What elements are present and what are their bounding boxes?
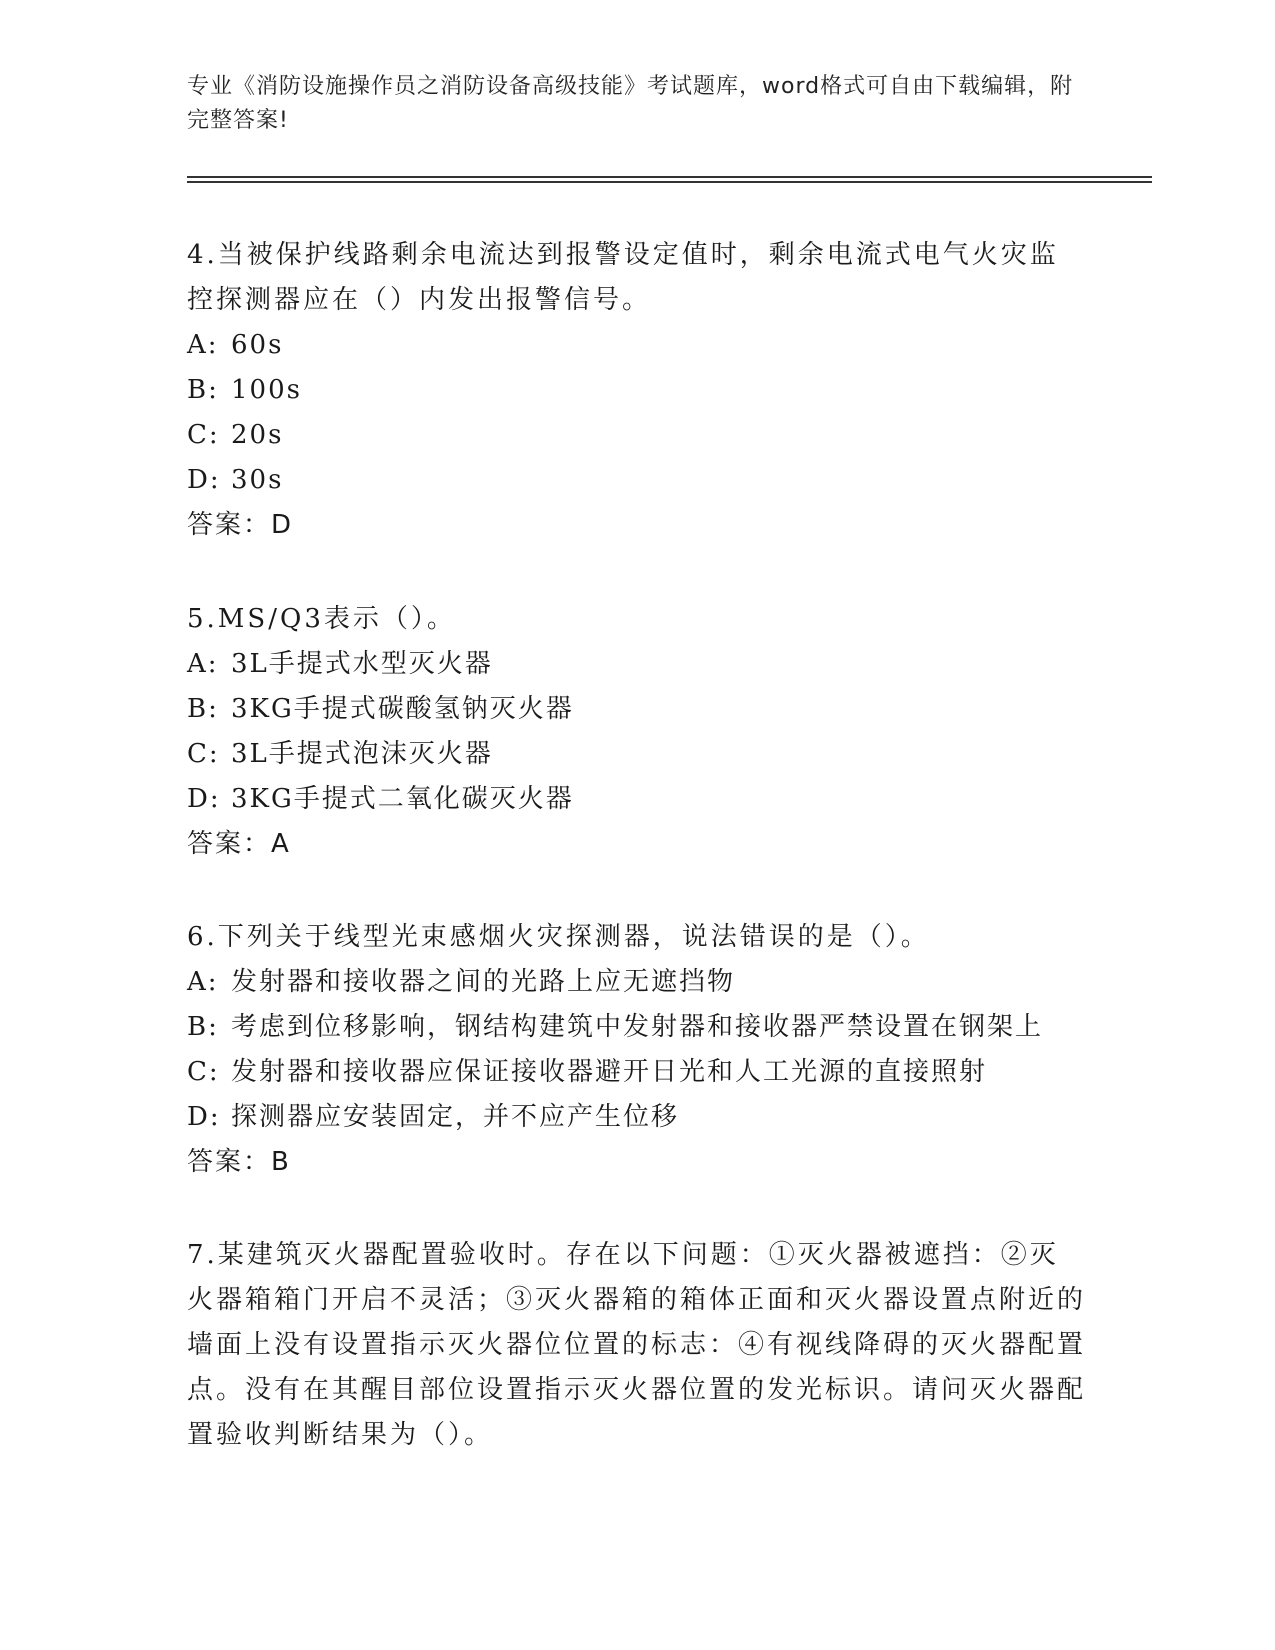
question-4 [187,233,1087,548]
option-d: D: 3KG手提式二氧化碳灭火器 [187,784,574,814]
question-stem: 7.某建筑灭火器配置验收时。存在以下问题：①灭火器被遮挡：②灭火器箱箱门开启不灵活；③灭火器箱的箱体正面和灭火器设置点附近的墙面上没有设置指示灭火器位位置的标志：④有视线降碍的灭火器配置点。没有在其醒目部位设置指示灭火器位置的发光标识。请问灭火器配置验收判断结果为（）。 [187,1240,1087,1450]
option-b: B: 100s [187,375,302,405]
question-7 [187,1233,1087,1458]
option-d: D: 30s [187,465,284,495]
option-d: D: 探测器应安装固定，并不应产生位移 [187,1102,680,1132]
question-6 [187,915,1087,1185]
question-stem: 5.MS/Q3表示（）。 [187,604,456,634]
question-stem: 6.下列关于线型光束感烟火灾探测器，说法错误的是（）。 [187,922,930,952]
option-c: C: 3L手提式泡沫灭火器 [187,739,493,769]
option-a: A: 发射器和接收器之间的光路上应无遮挡物 [187,967,736,997]
header-divider-top [187,176,1152,178]
option-c: C: 发射器和接收器应保证接收器避开日光和人工光源的直接照射 [187,1057,988,1087]
answer-label: 答案：D [187,510,294,540]
option-b: B: 3KG手提式碳酸氢钠灭火器 [187,694,574,724]
question-5 [187,597,1087,867]
option-b: B: 考虑到位移影响，钢结构建筑中发射器和接收器严禁设置在钢架上 [187,1012,1044,1042]
header-divider-bottom [187,181,1152,183]
option-a: A: 3L手提式水型灭火器 [187,649,493,679]
document-header: 专业《消防设施操作员之消防设备高级技能》考试题库，word格式可自由下载编辑，附完整答案! [187,74,1074,133]
answer-label: 答案：A [187,829,291,859]
question-stem: 4.当被保护线路剩余电流达到报警设定值时，剩余电流式电气火灾监控探测器应在（）内发出报警信号。 [187,240,1059,315]
option-a: A: 60s [187,330,284,360]
option-c: C: 20s [187,420,284,450]
answer-label: 答案：B [187,1147,291,1177]
